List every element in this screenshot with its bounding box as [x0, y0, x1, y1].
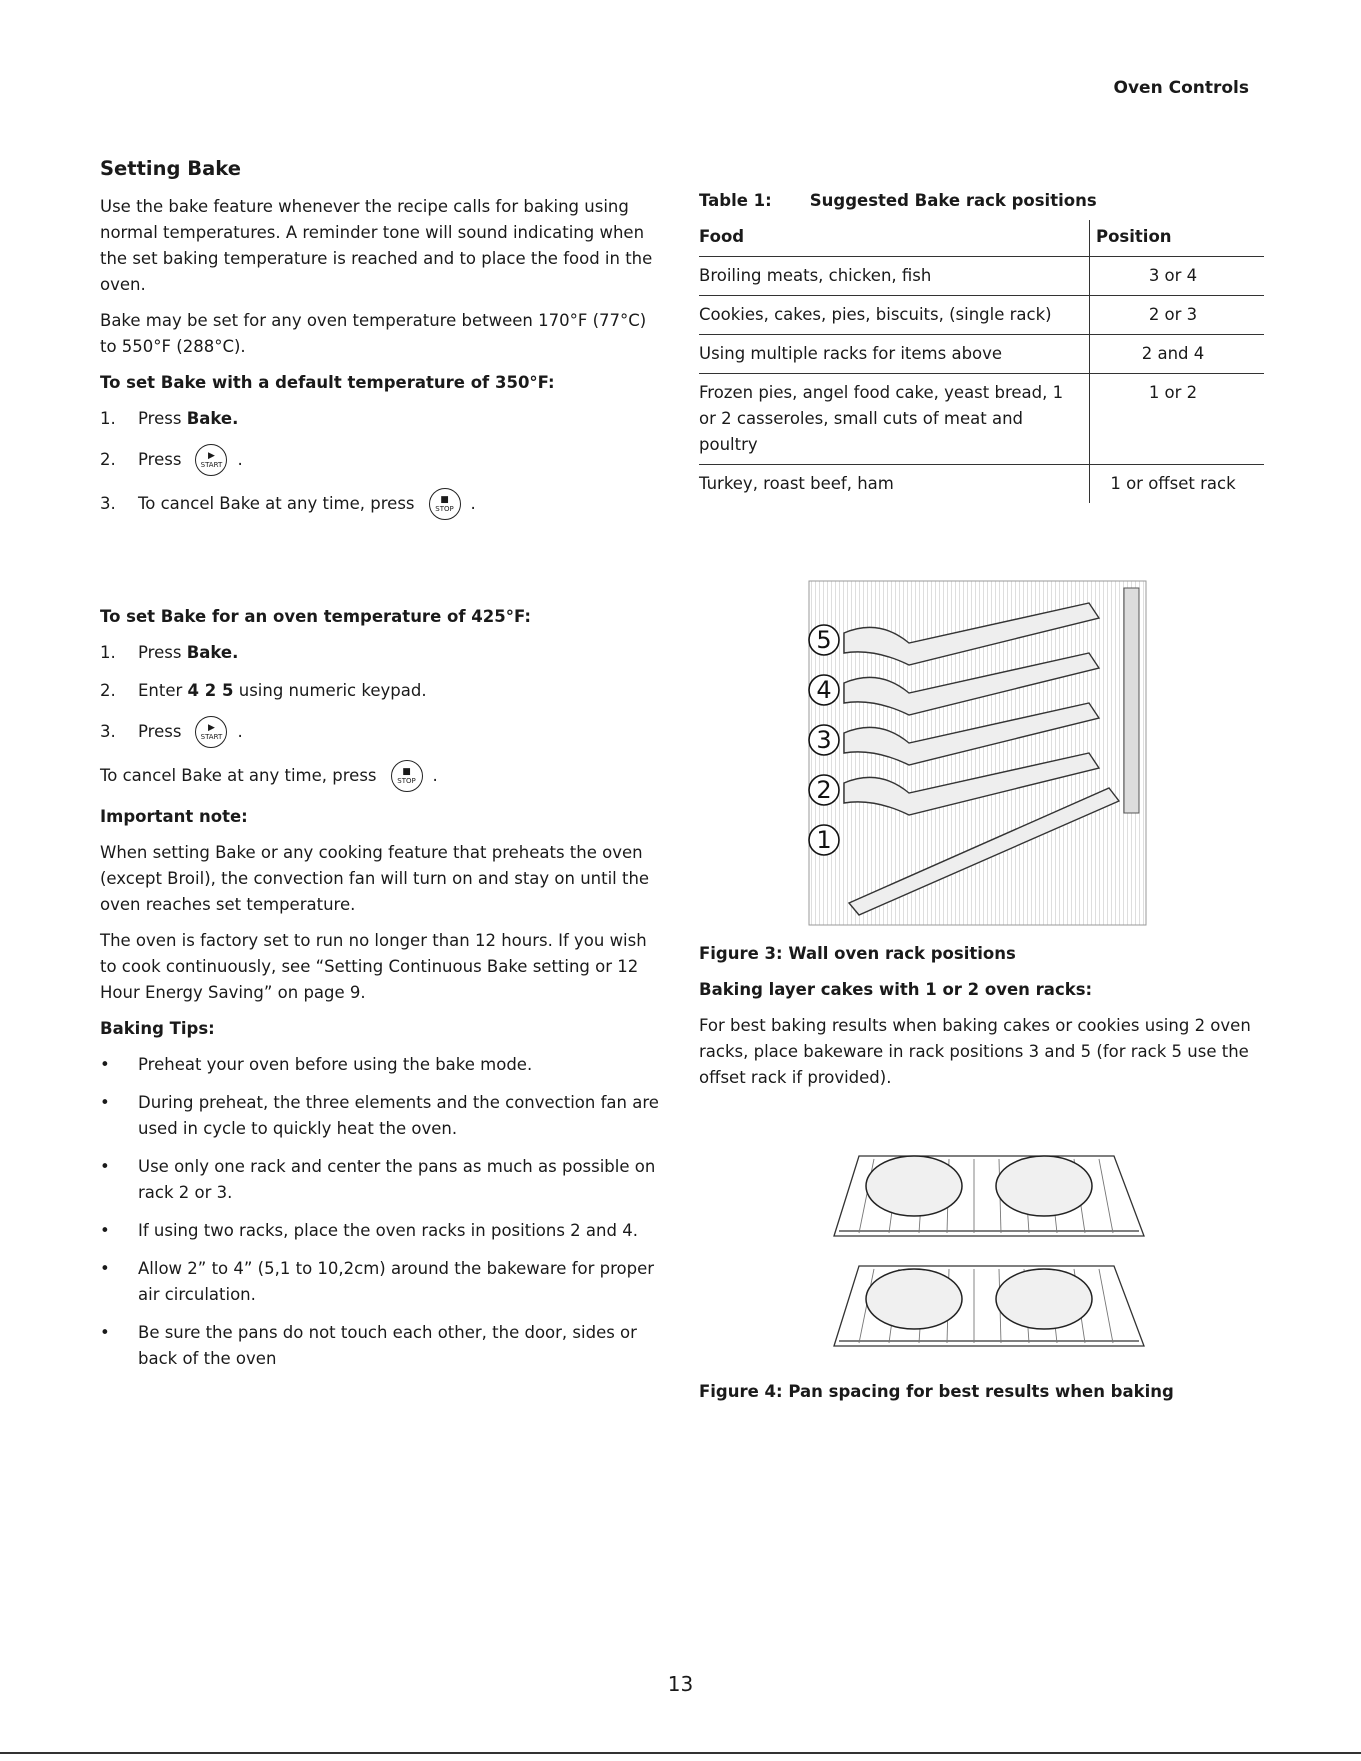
- step-text: To cancel Bake at any time, press: [138, 494, 415, 513]
- rack-position-table: [699, 220, 1264, 503]
- cake-pan-icon: [866, 1269, 962, 1329]
- position-cell: 3 or 4: [1090, 257, 1265, 296]
- intro-paragraph: Use the bake feature whenever the recipe calls for baking using normal temperatures. A reminder tone will sound indicating when the set baking temperature is reached and to place the food in the oven.: [100, 197, 653, 294]
- section-title: Setting Bake: [100, 157, 241, 180]
- default-step-3: [100, 488, 660, 520]
- tip-item: • During preheat, the three elements and the convection fan are used in cycle to quickly heat the oven.: [100, 1090, 660, 1142]
- range-paragraph: Bake may be set for any oven temperature between 170°F (77°C) to 550°F (288°C).: [100, 311, 647, 356]
- table-caption: Table 1: Suggested Bake rack positions: [699, 191, 1097, 210]
- table-row: [699, 465, 1264, 504]
- custom-cancel-line: [100, 760, 660, 792]
- period: .: [470, 494, 476, 513]
- tip-item: • Allow 2” to 4” (5,1 to 10,2cm) around the bakeware for proper air circulation.: [100, 1256, 660, 1308]
- default-step-1: [100, 406, 660, 432]
- layer-cakes-heading: Baking layer cakes with 1 or 2 oven racks:: [699, 980, 1093, 999]
- period: .: [237, 722, 243, 741]
- rack-number: 3: [816, 726, 832, 754]
- custom-step-3: [100, 716, 660, 748]
- page-number: 13: [667, 1672, 694, 1696]
- important-note-heading: Important note:: [100, 807, 248, 826]
- figure-4-caption: Figure 4: Pan spacing for best results when baking: [699, 1382, 1174, 1401]
- figure-3-caption: Figure 3: Wall oven rack positions: [699, 944, 1016, 963]
- right-column: [699, 156, 1264, 1405]
- tip-item: • Be sure the pans do not touch each other, the door, sides or back of the oven: [100, 1320, 660, 1372]
- default-step-2: [100, 444, 660, 476]
- table-row: [699, 335, 1264, 374]
- step-number: 2.: [100, 450, 116, 469]
- food-cell: Using multiple racks for items above: [699, 335, 1090, 374]
- custom-step-2: [100, 678, 660, 704]
- cake-pan-icon: [996, 1269, 1092, 1329]
- factory-setting-text: The oven is factory set to run no longer than 12 hours. If you wish to cook continuously, see “Setting Continuous Bake setting or 12 Hour Energy Saving” on page 9.: [100, 931, 647, 1002]
- period: .: [432, 766, 438, 785]
- position-cell: 2 and 4: [1090, 335, 1265, 374]
- rack-number: 4: [816, 676, 832, 704]
- rack-number: 2: [816, 776, 832, 804]
- step-number: 3.: [100, 494, 116, 513]
- layer-cakes-text: For best baking results when baking cakes or cookies using 2 oven racks, place bakeware in rack positions 3 and 5 (for rack 5 use the offset rack if provided).: [699, 1016, 1251, 1087]
- step-number: 2.: [100, 681, 116, 700]
- table-header-row: [699, 220, 1264, 257]
- table-row: [699, 257, 1264, 296]
- start-button-icon: ▶ START: [195, 444, 227, 476]
- food-cell: Frozen pies, angel food cake, yeast bread, 1 or 2 casseroles, small cuts of meat and poultry: [699, 374, 1090, 465]
- temperature-digits: 4 2 5: [187, 681, 234, 700]
- step-text: Press: [138, 643, 182, 662]
- position-cell: 2 or 3: [1090, 296, 1265, 335]
- baking-tips-heading: Baking Tips:: [100, 1019, 215, 1038]
- step-text: Press: [138, 450, 182, 469]
- left-column: [100, 156, 660, 1384]
- custom-step-1: [100, 640, 660, 666]
- step-text: using numeric keypad.: [238, 681, 427, 700]
- default-temp-heading: To set Bake with a default temperature of 350°F:: [100, 373, 555, 392]
- position-cell: 1 or offset rack: [1090, 465, 1265, 504]
- table-row: [699, 296, 1264, 335]
- section-header: Oven Controls: [1113, 78, 1249, 98]
- bake-key-label: Bake.: [186, 643, 239, 662]
- cake-pan-icon: [996, 1156, 1092, 1216]
- step-number: 1.: [100, 409, 116, 428]
- bake-key-label: Bake.: [186, 409, 239, 428]
- step-number: 3.: [100, 722, 116, 741]
- column-header-position: Position: [1090, 220, 1265, 257]
- food-cell: Cookies, cakes, pies, biscuits, (single rack): [699, 296, 1090, 335]
- stop-button-icon: ■ STOP: [429, 488, 461, 520]
- position-cell: 1 or 2: [1090, 374, 1265, 465]
- step-text: Enter: [138, 681, 183, 700]
- tip-item: • Preheat your oven before using the bake mode.: [100, 1052, 660, 1078]
- tip-item: • If using two racks, place the oven racks in positions 2 and 4.: [100, 1218, 660, 1244]
- column-header-food: Food: [699, 227, 745, 246]
- cake-pan-icon: [866, 1156, 962, 1216]
- start-button-icon: ▶ START: [195, 716, 227, 748]
- food-cell: Turkey, roast beef, ham: [699, 465, 1090, 504]
- important-note-text: When setting Bake or any cooking feature that preheats the oven (except Broil), the convection fan will turn on and stay on until the oven reaches set temperature.: [100, 843, 650, 914]
- custom-temp-heading: To set Bake for an oven temperature of 425°F:: [100, 607, 531, 626]
- rack-number: 1: [816, 826, 832, 854]
- step-text: To cancel Bake at any time, press: [100, 766, 377, 785]
- step-text: Press: [138, 722, 182, 741]
- step-text: Press: [138, 409, 182, 428]
- tip-item: • Use only one rack and center the pans as much as possible on rack 2 or 3.: [100, 1154, 660, 1206]
- food-cell: Broiling meats, chicken, fish: [699, 257, 1090, 296]
- oven-rack-positions-figure: [699, 573, 1264, 933]
- baking-tips-list: [100, 1052, 660, 1372]
- stop-button-icon: ■ STOP: [391, 760, 423, 792]
- rack-number: 5: [816, 626, 832, 654]
- period: .: [237, 450, 243, 469]
- pan-spacing-figure: [699, 1151, 1264, 1361]
- table-row: [699, 374, 1264, 465]
- footer-divider: [0, 1752, 1361, 1754]
- step-number: 1.: [100, 643, 116, 662]
